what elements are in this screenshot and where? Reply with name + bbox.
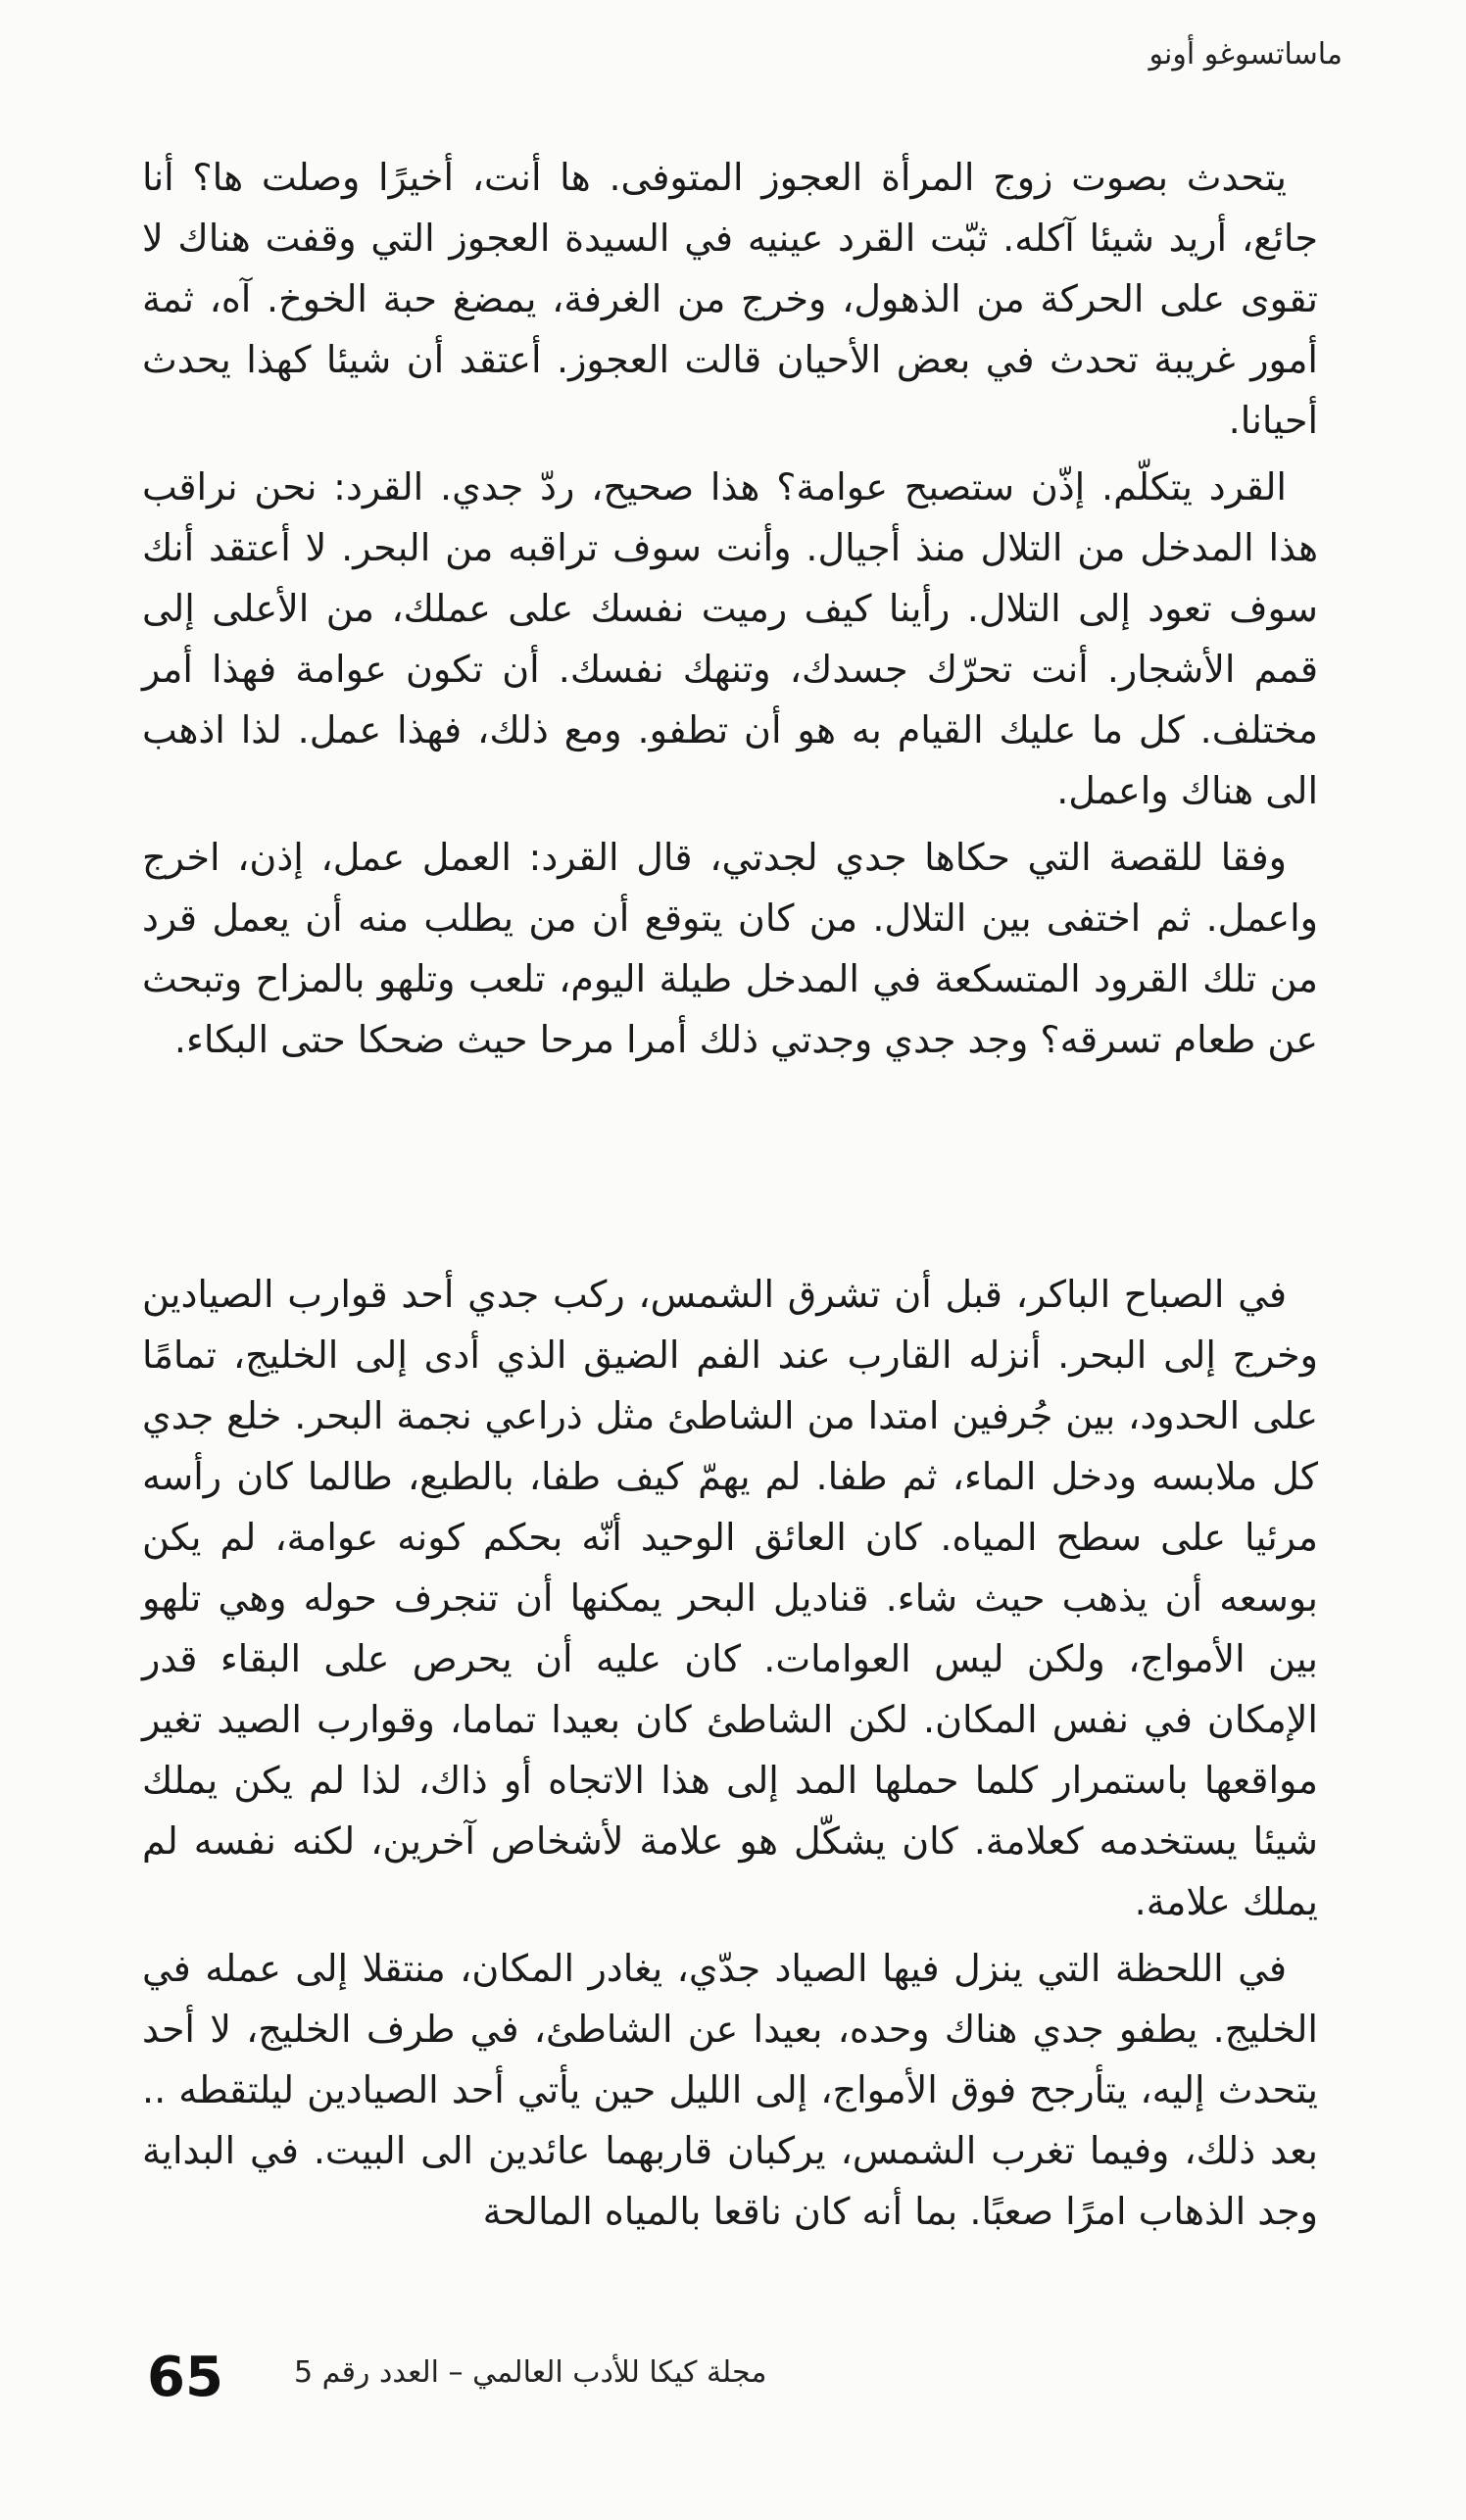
text-section-2 — [142, 1264, 1318, 2248]
paragraph: في الصباح الباكر، قبل أن تشرق الشمس، ركب جدي أحد قوارب الصيادين وخرج إلى البحر. أنزله القارب عند الفم الضيق الذي أدى إلى الخليج، تمامًا على الحدود، بين جُرفين امتدا من الشاطئ مثل ذراعي نجمة البحر. خلع جدي كل ملابسه ودخل الماء، ثم طفا. لم يهمّ كيف طفا، بالطبع، طالما كان رأسه مرئيا على سطح المياه. كان العائق الوحيد أنّه بحكم كونه عوامة، لم يكن بوسعه أن يذهب حيث شاء. قناديل البحر يمكنها أن تنجرف حوله وهي تلهو بين الأمواج، ولكن ليس العوامات. كان عليه أن يحرص على البقاء قدر الإمكان في نفس المكان. لكن الشاطئ كان بعيدا تماما، وقوارب الصيد تغير مواقعها باستمرار كلما حملها المد إلى هذا الاتجاه أو ذاك، لذا لم يكن يملك شيئا يستخدمه كعلامة. كان يشكّل هو علامة لأشخاص آخرين، لكنه نفسه لم يملك علامة. — [142, 1273, 1318, 1923]
paragraph: القرد يتكلّم. إذّن ستصبح عوامة؟ هذا صحيح، ردّ جدي. القرد: نحن نراقب هذا المدخل من التلال منذ أجيال. وأنت سوف تراقبه من البحر. لا أعتقد أنك سوف تعود إلى التلال. رأينا كيف رميت نفسك على عملك، من الأعلى إلى قمم الأشجار. أنت تحرّك جسدك، وتنهك نفسك. أن تكون عوامة فهذا أمر مختلف. كل ما عليك القيام به هو أن تطفو. ومع ذلك، فهذا عمل. لذا اذهب الى هناك واعمل. — [142, 465, 1318, 812]
page-number: 65 — [147, 2346, 223, 2409]
paragraph: في اللحظة التي ينزل فيها الصياد جدّي، يغادر المكان، منتقلا إلى عمله في الخليج. يطفو جدي هناك وحده، بعيدا عن الشاطئ، في طرف الخليج، لا أحد يتحدث إليه، يتأرجح فوق الأمواج، إلى الليل حين يأتي أحد الصيادين ليلتقطه .. بعد ذلك، وفيما تغرب الشمس، يركبان قاربهما عائدين الى البيت. في البداية وجد الذهاب امرًا صعبًا. بما أنه كان ناقعا بالمياه المالحة — [142, 1947, 1318, 2233]
running-header-author: ماساتسوغو أونو — [1148, 37, 1343, 72]
paragraph: يتحدث بصوت زوج المرأة العجوز المتوفى. ها أنت، أخيرًا وصلت ها؟ أنا جائع، أريد شيئا آكله. ثبّت القرد عينيه في السيدة العجوز التي وقفت هناك لا تقوى على الحركة من الذهول، وخرج من الغرفة، يمضغ حبة الخوخ. آه، ثمة أمور غريبة تحدث في بعض الأحيان قالت العجوز. أعتقد أن شيئا كهذا يحدث أحيانا. — [142, 156, 1318, 442]
journal-info: مجلة كيكا للأدب العالمي – العدد رقم 5 — [294, 2355, 767, 2390]
page-footer — [147, 2344, 1323, 2412]
paragraph: وفقا للقصة التي حكاها جدي لجدتي، قال القرد: العمل عمل، إذن، اخرج واعمل. ثم اختفى بين التلال. من كان يتوقع أن من يطلب منه أن يعمل قرد من تلك القرود المتسكعة في المدخل طيلة اليوم، تلعب وتلهو بالمزاح وتبحث عن طعام تسرقه؟ وجد جدي وجدتي ذلك أمرا مرحا حيث ضحكا حتى البكاء. — [142, 836, 1318, 1061]
text-section-1 — [142, 147, 1318, 1076]
